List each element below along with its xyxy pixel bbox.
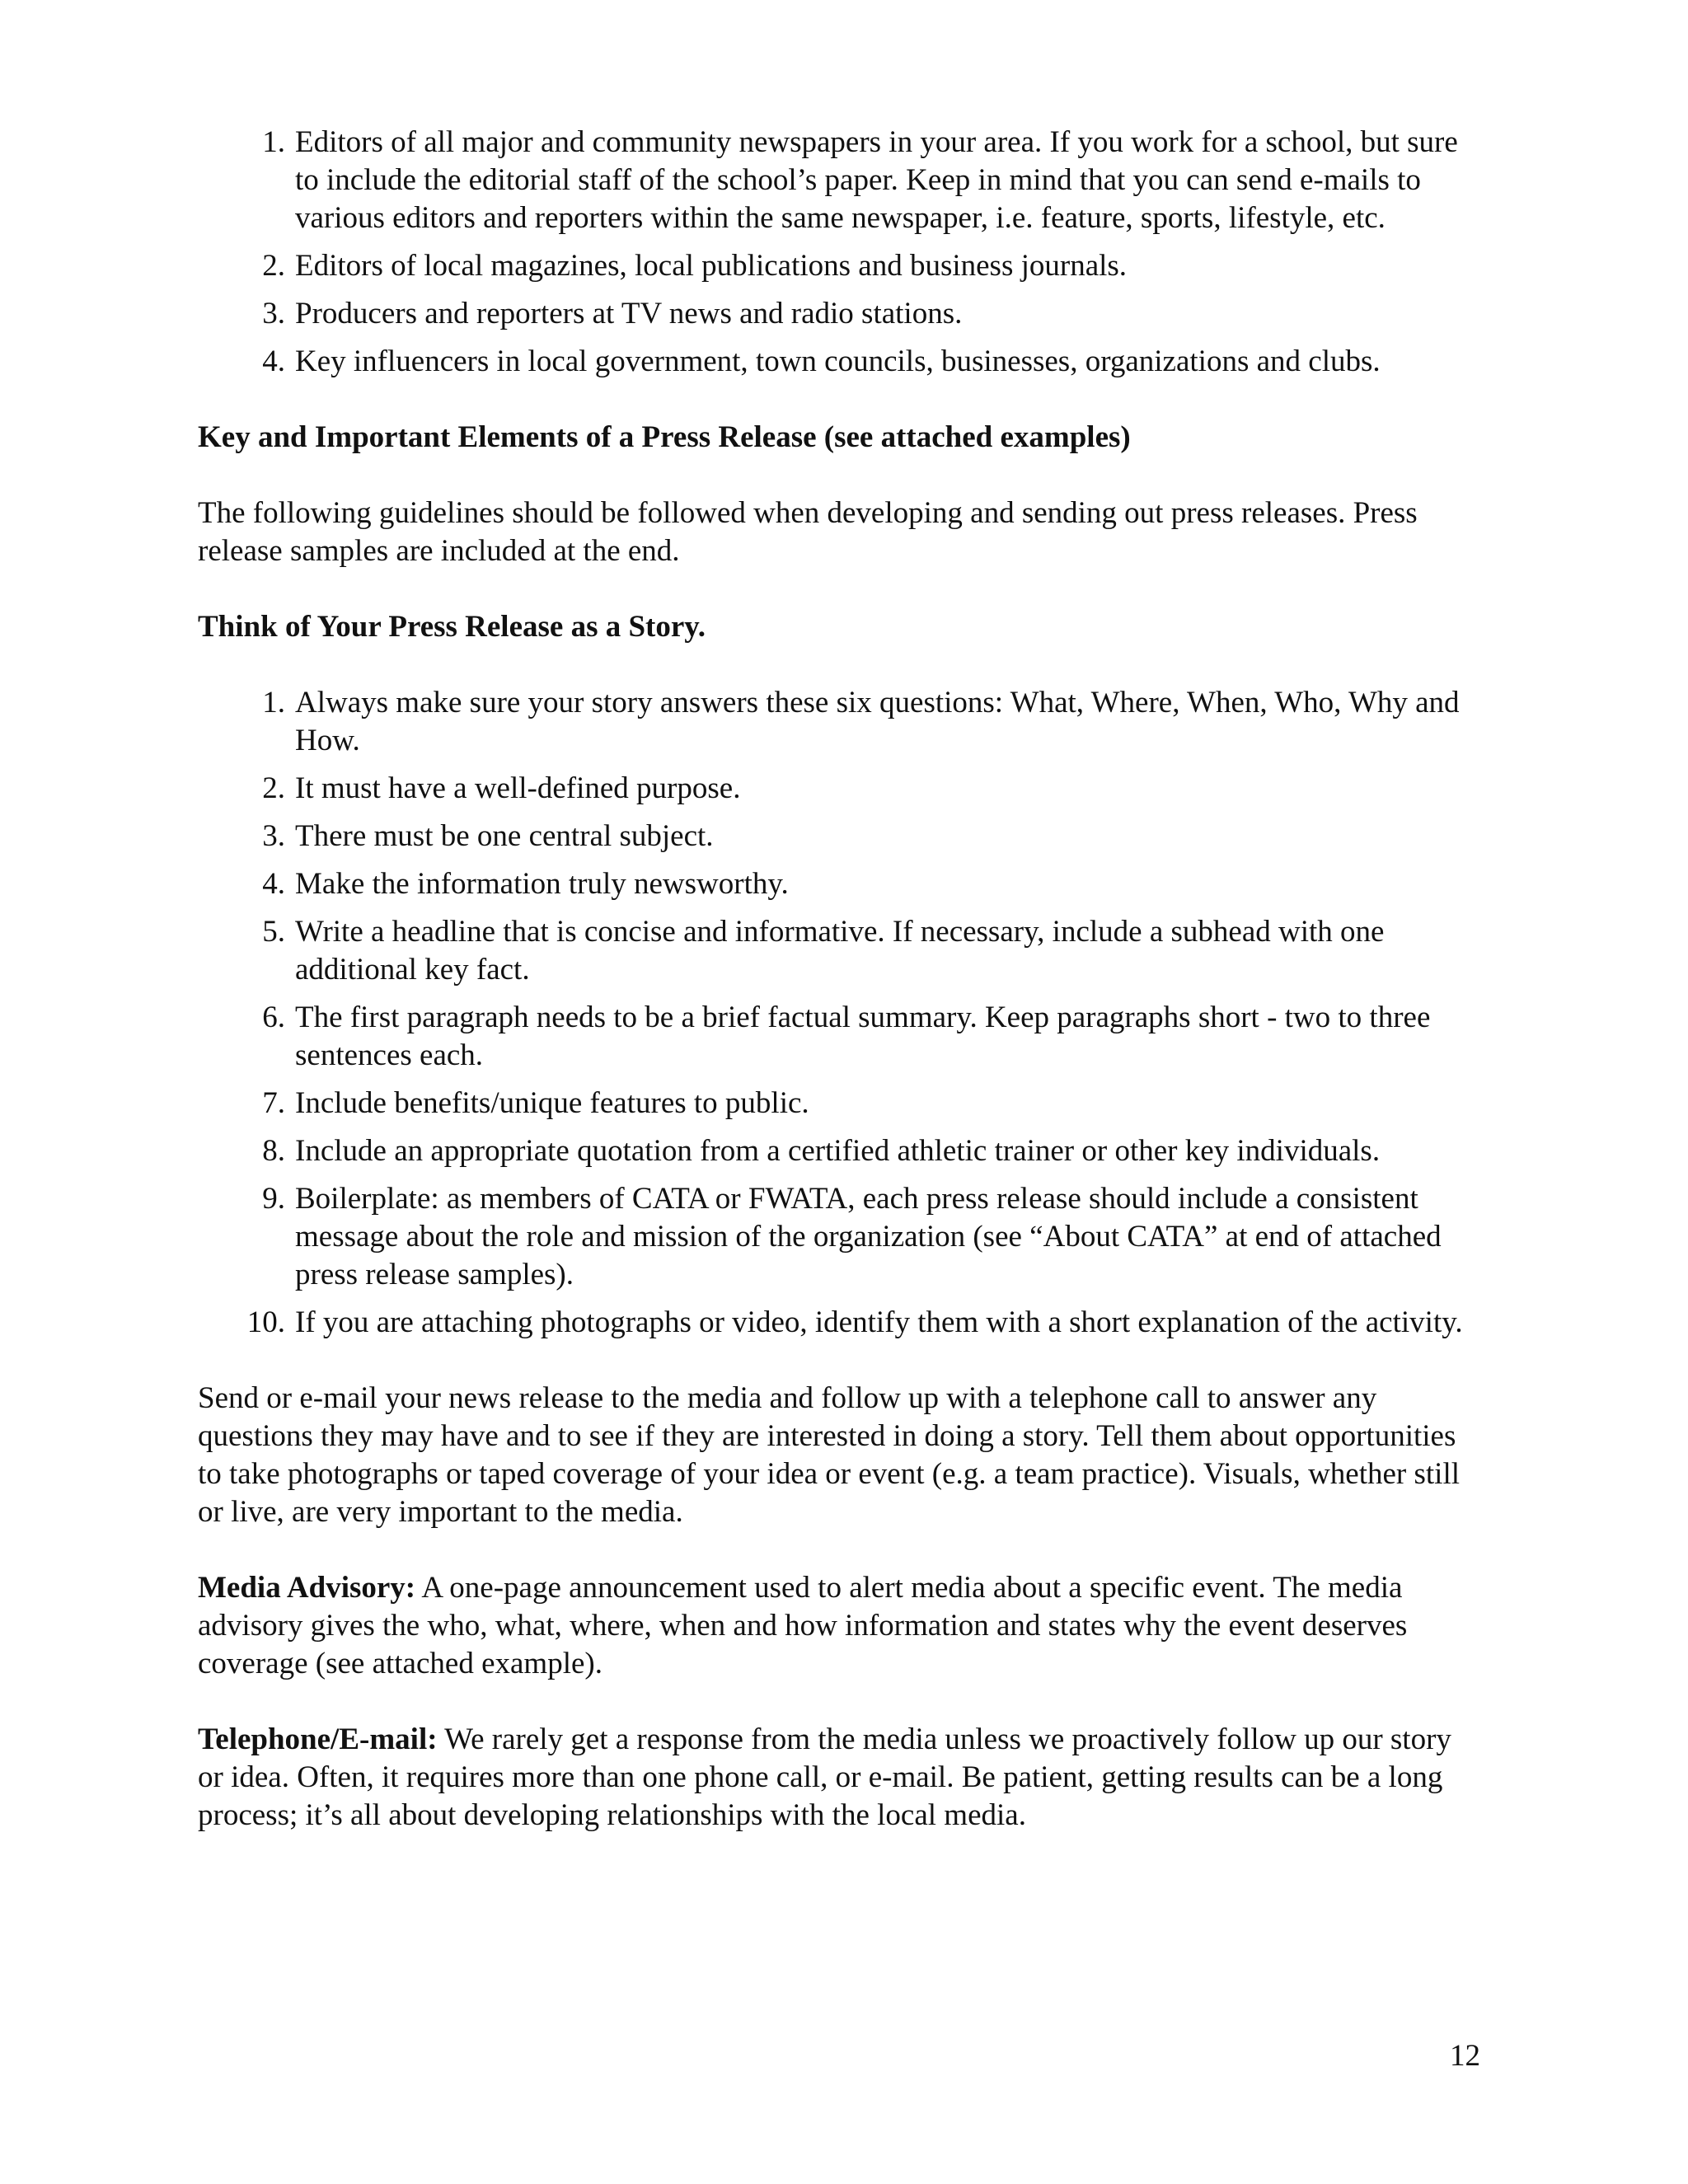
list-number: 2. [262,249,285,283]
list-number: 10. [246,1305,285,1339]
media-advisory-paragraph [198,1569,1484,1683]
story-guidelines-list [198,684,1484,1342]
follow-up-paragraph: Send or e-mail your news release to the media and follow up with a telephone call to answer any questions they may have and to see if they are interested in doing a story. Tell them about opportunities to take photographs or taped coverage of your idea or event (e.g. a team practice). Visuals, whether still or live, are very important to the media. [198,1381,1461,1529]
list-item [198,247,1484,285]
list-item-text: Make the information truly newsworthy. [295,867,789,901]
list-number: 6. [262,1001,285,1034]
list-item [198,818,1484,855]
list-item-text: Editors of all major and community newspapers in your area. If you work for a school, but sure to include the editorial staff of the school’s paper. Keep in mind that you can send e-mails to various editors and reporters within the same newspaper, i.e. feature, sports, lifestyle, etc. [295,125,1458,235]
media-advisory-text: A one-page announcement used to alert media about a specific event. The media advisory gives the who, what, where, when and how information and states why the event deserves coverage (see attached example). [198,1571,1408,1680]
list-item [198,865,1484,903]
list-item-text: Include an appropriate quotation from a certified athletic trainer or other key individuals. [295,1134,1381,1168]
list-number: 2. [262,771,285,805]
list-number: 7. [262,1086,285,1120]
media-advisory-label: Media Advisory: [198,1571,416,1605]
telephone-email-text: We rarely get a response from the media unless we proactively follow up our story or idea. Often, it requires more than one phone call, or e-mail. Be patient, getting results can be a long process; it’s all about developing relationships with the local media. [198,1722,1451,1832]
intro-paragraph: The following guidelines should be followed when developing and sending out press releases. Press release samples are included at the end. [198,496,1418,568]
list-number: 3. [262,819,285,853]
list-item [198,1132,1484,1170]
list-item [198,684,1484,760]
list-item [198,343,1484,381]
list-item [198,913,1484,989]
section-heading-elements: Key and Important Elements of a Press Release (see attached examples) [198,420,1131,454]
list-item [198,1085,1484,1122]
list-item [198,770,1484,808]
list-item [198,999,1484,1075]
list-item [198,124,1484,237]
list-item [198,295,1484,333]
list-item-text: Write a headline that is concise and informative. If necessary, include a subhead with one additional key fact. [295,915,1385,987]
list-number: 8. [262,1134,285,1168]
list-item-text: Boilerplate: as members of CATA or FWATA, each press release should include a consistent message about the role and mission of the organization (see “About CATA” at end of attached press release samples). [295,1182,1442,1291]
list-item [198,1180,1484,1294]
list-item-text: The first paragraph needs to be a brief factual summary. Keep paragraphs short - two to three sentences each. [295,1001,1431,1072]
page-number: 12 [1450,2039,1480,2073]
list-number: 4. [262,867,285,901]
list-item-text: It must have a well-defined purpose. [295,771,741,805]
document-page [198,124,1484,1835]
telephone-email-paragraph [198,1721,1484,1835]
list-number: 1. [262,686,285,719]
list-number: 5. [262,915,285,949]
list-number: 3. [262,297,285,330]
list-item-text: Include benefits/unique features to public. [295,1086,809,1120]
list-item-text: Editors of local magazines, local publications and business journals. [295,249,1128,283]
list-item-text: Always make sure your story answers these six questions: What, Where, When, Who, Why and How. [295,686,1460,757]
list-number: 1. [262,125,285,159]
media-contacts-list [198,124,1484,381]
telephone-email-label: Telephone/E-mail: [198,1722,438,1756]
list-number: 9. [262,1182,285,1216]
list-item-text: If you are attaching photographs or video, identify them with a short explanation of the activity. [295,1305,1463,1339]
section-heading-story: Think of Your Press Release as a Story. [198,610,706,644]
list-item-text: Key influencers in local government, town councils, businesses, organizations and clubs. [295,344,1381,378]
list-item [198,1304,1484,1342]
list-item-text: Producers and reporters at TV news and radio stations. [295,297,963,330]
list-item-text: There must be one central subject. [295,819,714,853]
list-number: 4. [262,344,285,378]
